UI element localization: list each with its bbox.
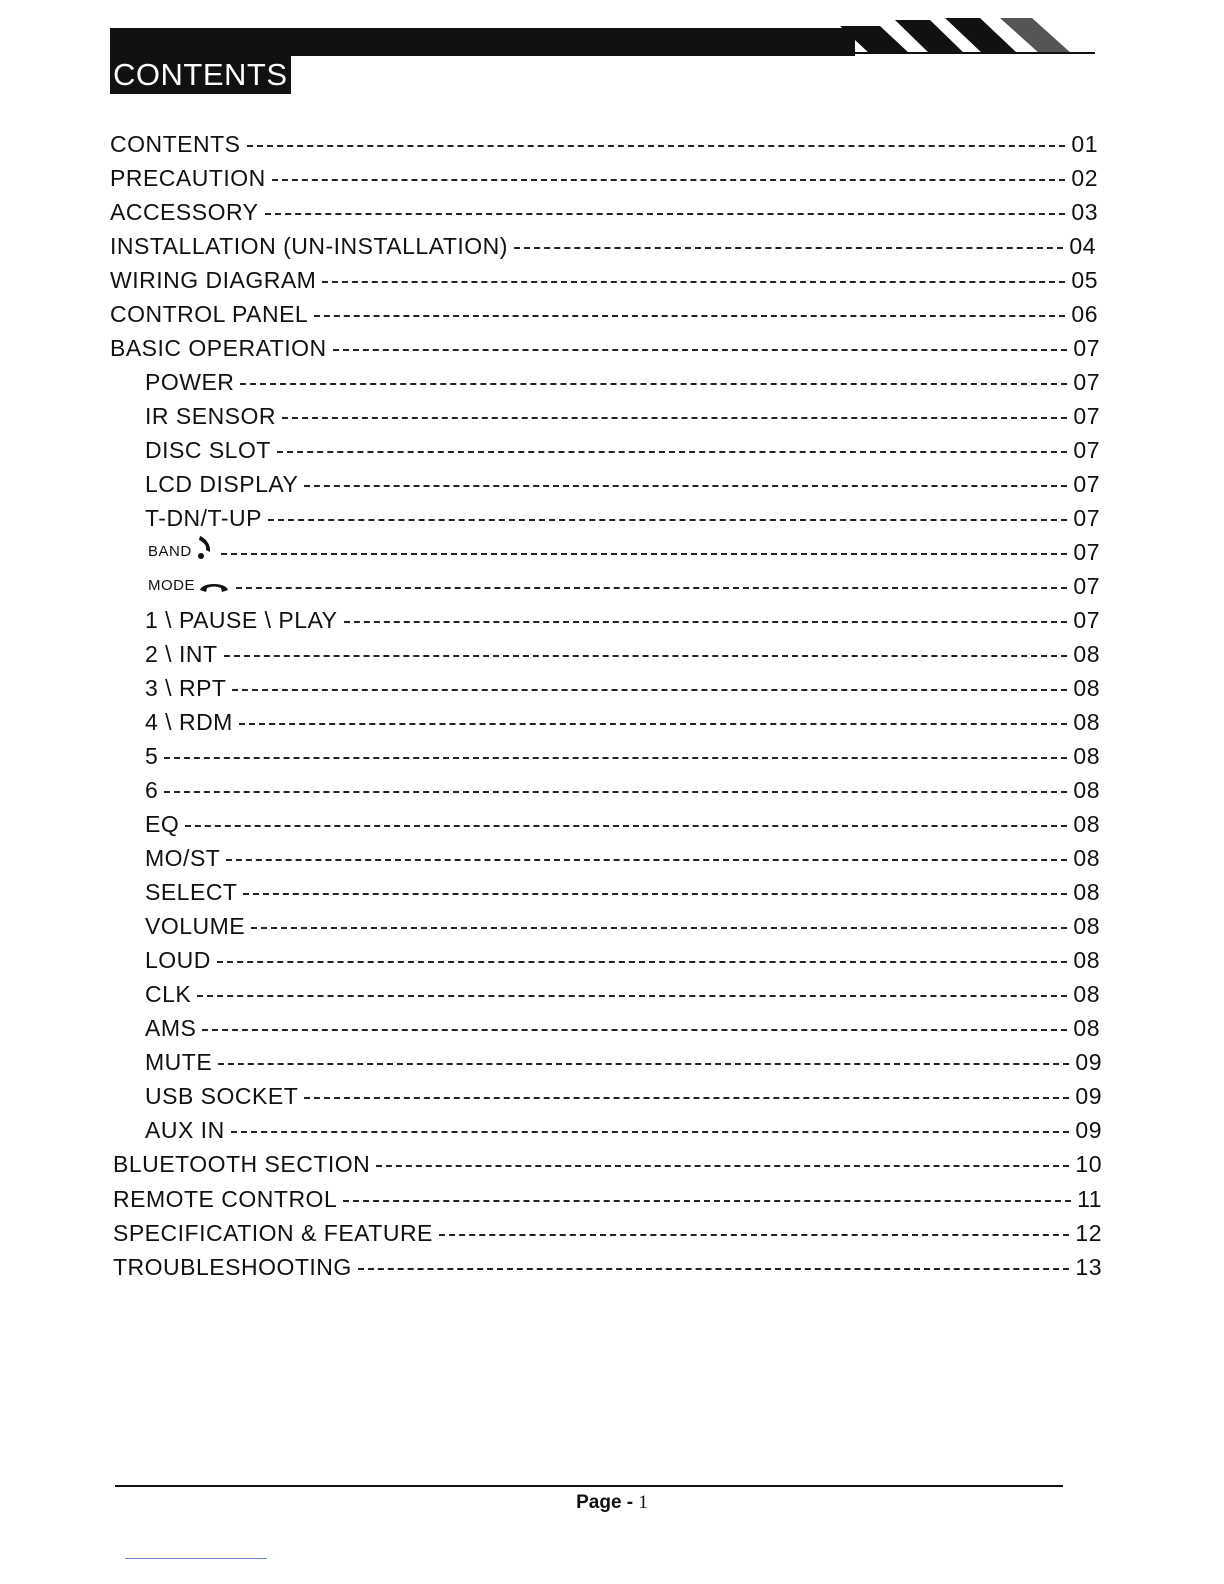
- toc-leader-dashes: [239, 723, 1068, 725]
- toc-leader-dashes: [247, 145, 1066, 147]
- toc-entry: [145, 1047, 1102, 1077]
- toc-entry: [113, 1149, 1102, 1179]
- toc-entry-label: LCD DISPLAY: [145, 471, 299, 497]
- toc-entry: [145, 1081, 1102, 1111]
- toc-leader-dashes: [217, 961, 1068, 963]
- page-prefix: Page -: [576, 1492, 639, 1513]
- toc-entry: [113, 1252, 1102, 1282]
- toc-entry: [113, 1184, 1102, 1214]
- bottom-divider: [125, 1558, 267, 1559]
- toc-entry-page: 07: [1073, 471, 1100, 497]
- toc-entry: [148, 537, 1100, 567]
- toc-entry: [145, 367, 1100, 397]
- toc-entry: [110, 197, 1098, 227]
- toc-leader-dashes: [343, 1200, 1071, 1202]
- toc-entry-page: 04: [1069, 233, 1096, 259]
- toc-leader-dashes: [314, 315, 1065, 317]
- phone-hangup-icon: [195, 534, 215, 567]
- toc-entry-label: 3 \ RPT: [145, 675, 227, 701]
- toc-entry-page: 08: [1073, 743, 1100, 769]
- toc-entry: [145, 1115, 1102, 1145]
- toc-entry-label: TROUBLESHOOTING: [113, 1254, 352, 1280]
- header-stripes-decoration: [840, 18, 1095, 58]
- toc-entry: [110, 265, 1098, 295]
- toc-entry-page: 10: [1075, 1151, 1102, 1177]
- toc-entry: [145, 707, 1100, 737]
- toc-entry-label: 6: [145, 777, 159, 803]
- toc-entry-label: 2 \ INT: [145, 641, 218, 667]
- toc-entry-page: 08: [1073, 641, 1100, 667]
- toc-entry-page: 08: [1073, 913, 1100, 939]
- toc-entry: [145, 503, 1100, 533]
- toc-leader-dashes: [231, 1131, 1070, 1133]
- toc-entry-label: MUTE: [145, 1049, 213, 1075]
- toc-entry-label: LOUD: [145, 947, 211, 973]
- toc-entry-page: 08: [1073, 777, 1100, 803]
- toc-entry: [145, 673, 1100, 703]
- toc-entry-label: POWER: [145, 369, 235, 395]
- toc-entry-page: 08: [1073, 845, 1100, 871]
- toc-entry: [145, 639, 1100, 669]
- toc-leader-dashes: [268, 519, 1067, 521]
- toc-leader-dashes: [277, 451, 1067, 453]
- toc-entry-label: BAND: [148, 543, 192, 560]
- toc-entry: [145, 401, 1100, 431]
- toc-entry-label: INSTALLATION (UN-INSTALLATION): [110, 233, 508, 259]
- toc-entry-page: 05: [1071, 267, 1098, 293]
- toc-leader-dashes: [272, 179, 1066, 181]
- toc-entry: [145, 469, 1100, 499]
- header-bar: [110, 28, 855, 56]
- toc-entry-page: 09: [1075, 1117, 1102, 1143]
- footer-divider: [115, 1485, 1063, 1487]
- toc-leader-dashes: [376, 1165, 1069, 1167]
- toc-entry: [145, 945, 1100, 975]
- toc-leader-dashes: [358, 1268, 1070, 1270]
- toc-entry-label: EQ: [145, 811, 180, 837]
- toc-entry-page: 09: [1075, 1083, 1102, 1109]
- toc-entry: [110, 333, 1100, 363]
- toc-entry-label: PRECAUTION: [110, 165, 266, 191]
- page-title: CONTENTS: [110, 56, 291, 94]
- toc-entry-label: CONTROL PANEL: [110, 301, 309, 327]
- toc-leader-dashes: [197, 995, 1067, 997]
- phone-call-icon: [198, 571, 230, 601]
- toc-leader-dashes: [221, 553, 1068, 555]
- toc-leader-dashes: [218, 1063, 1069, 1065]
- toc-entry-label: IR SENSOR: [145, 403, 277, 429]
- toc-entry-page: 07: [1073, 403, 1100, 429]
- toc-entry-page: 08: [1073, 675, 1100, 701]
- toc-entry-page: 07: [1073, 505, 1100, 531]
- toc-entry: [113, 1218, 1102, 1248]
- toc-leader-dashes: [322, 281, 1065, 283]
- toc-entry-label: 1 \ PAUSE \ PLAY: [145, 607, 338, 633]
- toc-entry-page: 08: [1073, 811, 1100, 837]
- toc-entry: [145, 435, 1100, 465]
- toc-leader-dashes: [439, 1234, 1070, 1236]
- toc-entry-page: 07: [1073, 607, 1100, 633]
- toc-entry-label: CLK: [145, 981, 192, 1007]
- toc-leader-dashes: [164, 757, 1067, 759]
- toc-entry-label: BASIC OPERATION: [110, 335, 327, 361]
- toc-leader-dashes: [282, 417, 1067, 419]
- toc-leader-dashes: [514, 247, 1063, 249]
- toc-entry: [110, 163, 1098, 193]
- toc-entry-label: DISC SLOT: [145, 437, 271, 463]
- toc-entry: [110, 231, 1096, 261]
- toc-entry-page: 08: [1073, 981, 1100, 1007]
- toc-entry: [145, 741, 1100, 771]
- toc-entry-page: 07: [1073, 437, 1100, 463]
- page-number-value: 1: [638, 1492, 648, 1513]
- toc-entry-label: VOLUME: [145, 913, 246, 939]
- toc-leader-dashes: [344, 621, 1068, 623]
- toc-leader-dashes: [251, 927, 1067, 929]
- toc-entry: [145, 877, 1100, 907]
- toc-entry-label: MO/ST: [145, 845, 221, 871]
- toc-entry-page: 01: [1071, 131, 1098, 157]
- toc-entry-label: T-DN/T-UP: [145, 505, 262, 531]
- toc-entry-page: 03: [1071, 199, 1098, 225]
- toc-entry-page: 06: [1071, 301, 1098, 327]
- toc-entry: [145, 843, 1100, 873]
- toc-entry-label: REMOTE CONTROL: [113, 1186, 338, 1212]
- toc-entry-page: 02: [1071, 165, 1098, 191]
- toc-leader-dashes: [232, 689, 1067, 691]
- toc-leader-dashes: [164, 791, 1067, 793]
- toc-leader-dashes: [265, 213, 1066, 215]
- toc-leader-dashes: [240, 383, 1067, 385]
- toc-leader-dashes: [202, 1029, 1067, 1031]
- page-number: [0, 1492, 1224, 1514]
- toc-leader-dashes: [333, 349, 1068, 351]
- toc-entry-page: 08: [1073, 709, 1100, 735]
- toc-entry-label: SPECIFICATION & FEATURE: [113, 1220, 433, 1246]
- toc-leader-dashes: [224, 655, 1068, 657]
- toc-entry: [148, 571, 1100, 601]
- toc-entry-page: 08: [1073, 879, 1100, 905]
- toc-leader-dashes: [304, 1097, 1069, 1099]
- toc-entry-page: 07: [1073, 335, 1100, 361]
- toc-leader-dashes: [185, 825, 1067, 827]
- toc-entry-page: 13: [1075, 1254, 1102, 1280]
- toc-entry-page: 08: [1073, 1015, 1100, 1041]
- toc-leader-dashes: [243, 893, 1067, 895]
- toc-entry-label: USB SOCKET: [145, 1083, 299, 1109]
- toc-entry-label: AMS: [145, 1015, 197, 1041]
- toc-entry-label: 5: [145, 743, 159, 769]
- toc-entry-page: 07: [1073, 573, 1100, 599]
- toc-leader-dashes: [236, 587, 1067, 589]
- toc-entry-label: 4 \ RDM: [145, 709, 233, 735]
- toc-entry-label: CONTENTS: [110, 131, 241, 157]
- toc-entry: [110, 299, 1098, 329]
- toc-entry: [145, 775, 1100, 805]
- toc-leader-dashes: [226, 859, 1067, 861]
- toc-entry-label: BLUETOOTH SECTION: [113, 1151, 371, 1177]
- toc-entry: [145, 809, 1100, 839]
- toc-entry-page: 07: [1073, 369, 1100, 395]
- toc-entry-label: AUX IN: [145, 1117, 225, 1143]
- toc-entry-label: ACCESSORY: [110, 199, 259, 225]
- toc-entry: [145, 605, 1100, 635]
- toc-entry-page: 08: [1073, 947, 1100, 973]
- toc-entry: [145, 1013, 1100, 1043]
- toc-entry-label: MODE: [148, 577, 195, 594]
- toc-entry-page: 07: [1073, 539, 1100, 565]
- toc-leader-dashes: [304, 485, 1067, 487]
- toc-entry-label: WIRING DIAGRAM: [110, 267, 317, 293]
- toc-entry-page: 09: [1075, 1049, 1102, 1075]
- toc-entry-page: 11: [1077, 1186, 1102, 1212]
- toc-entry-page: 12: [1075, 1220, 1102, 1246]
- toc-entry-label: SELECT: [145, 879, 238, 905]
- toc-entry: [110, 129, 1098, 159]
- toc-entry: [145, 911, 1100, 941]
- toc-entry: [145, 979, 1100, 1009]
